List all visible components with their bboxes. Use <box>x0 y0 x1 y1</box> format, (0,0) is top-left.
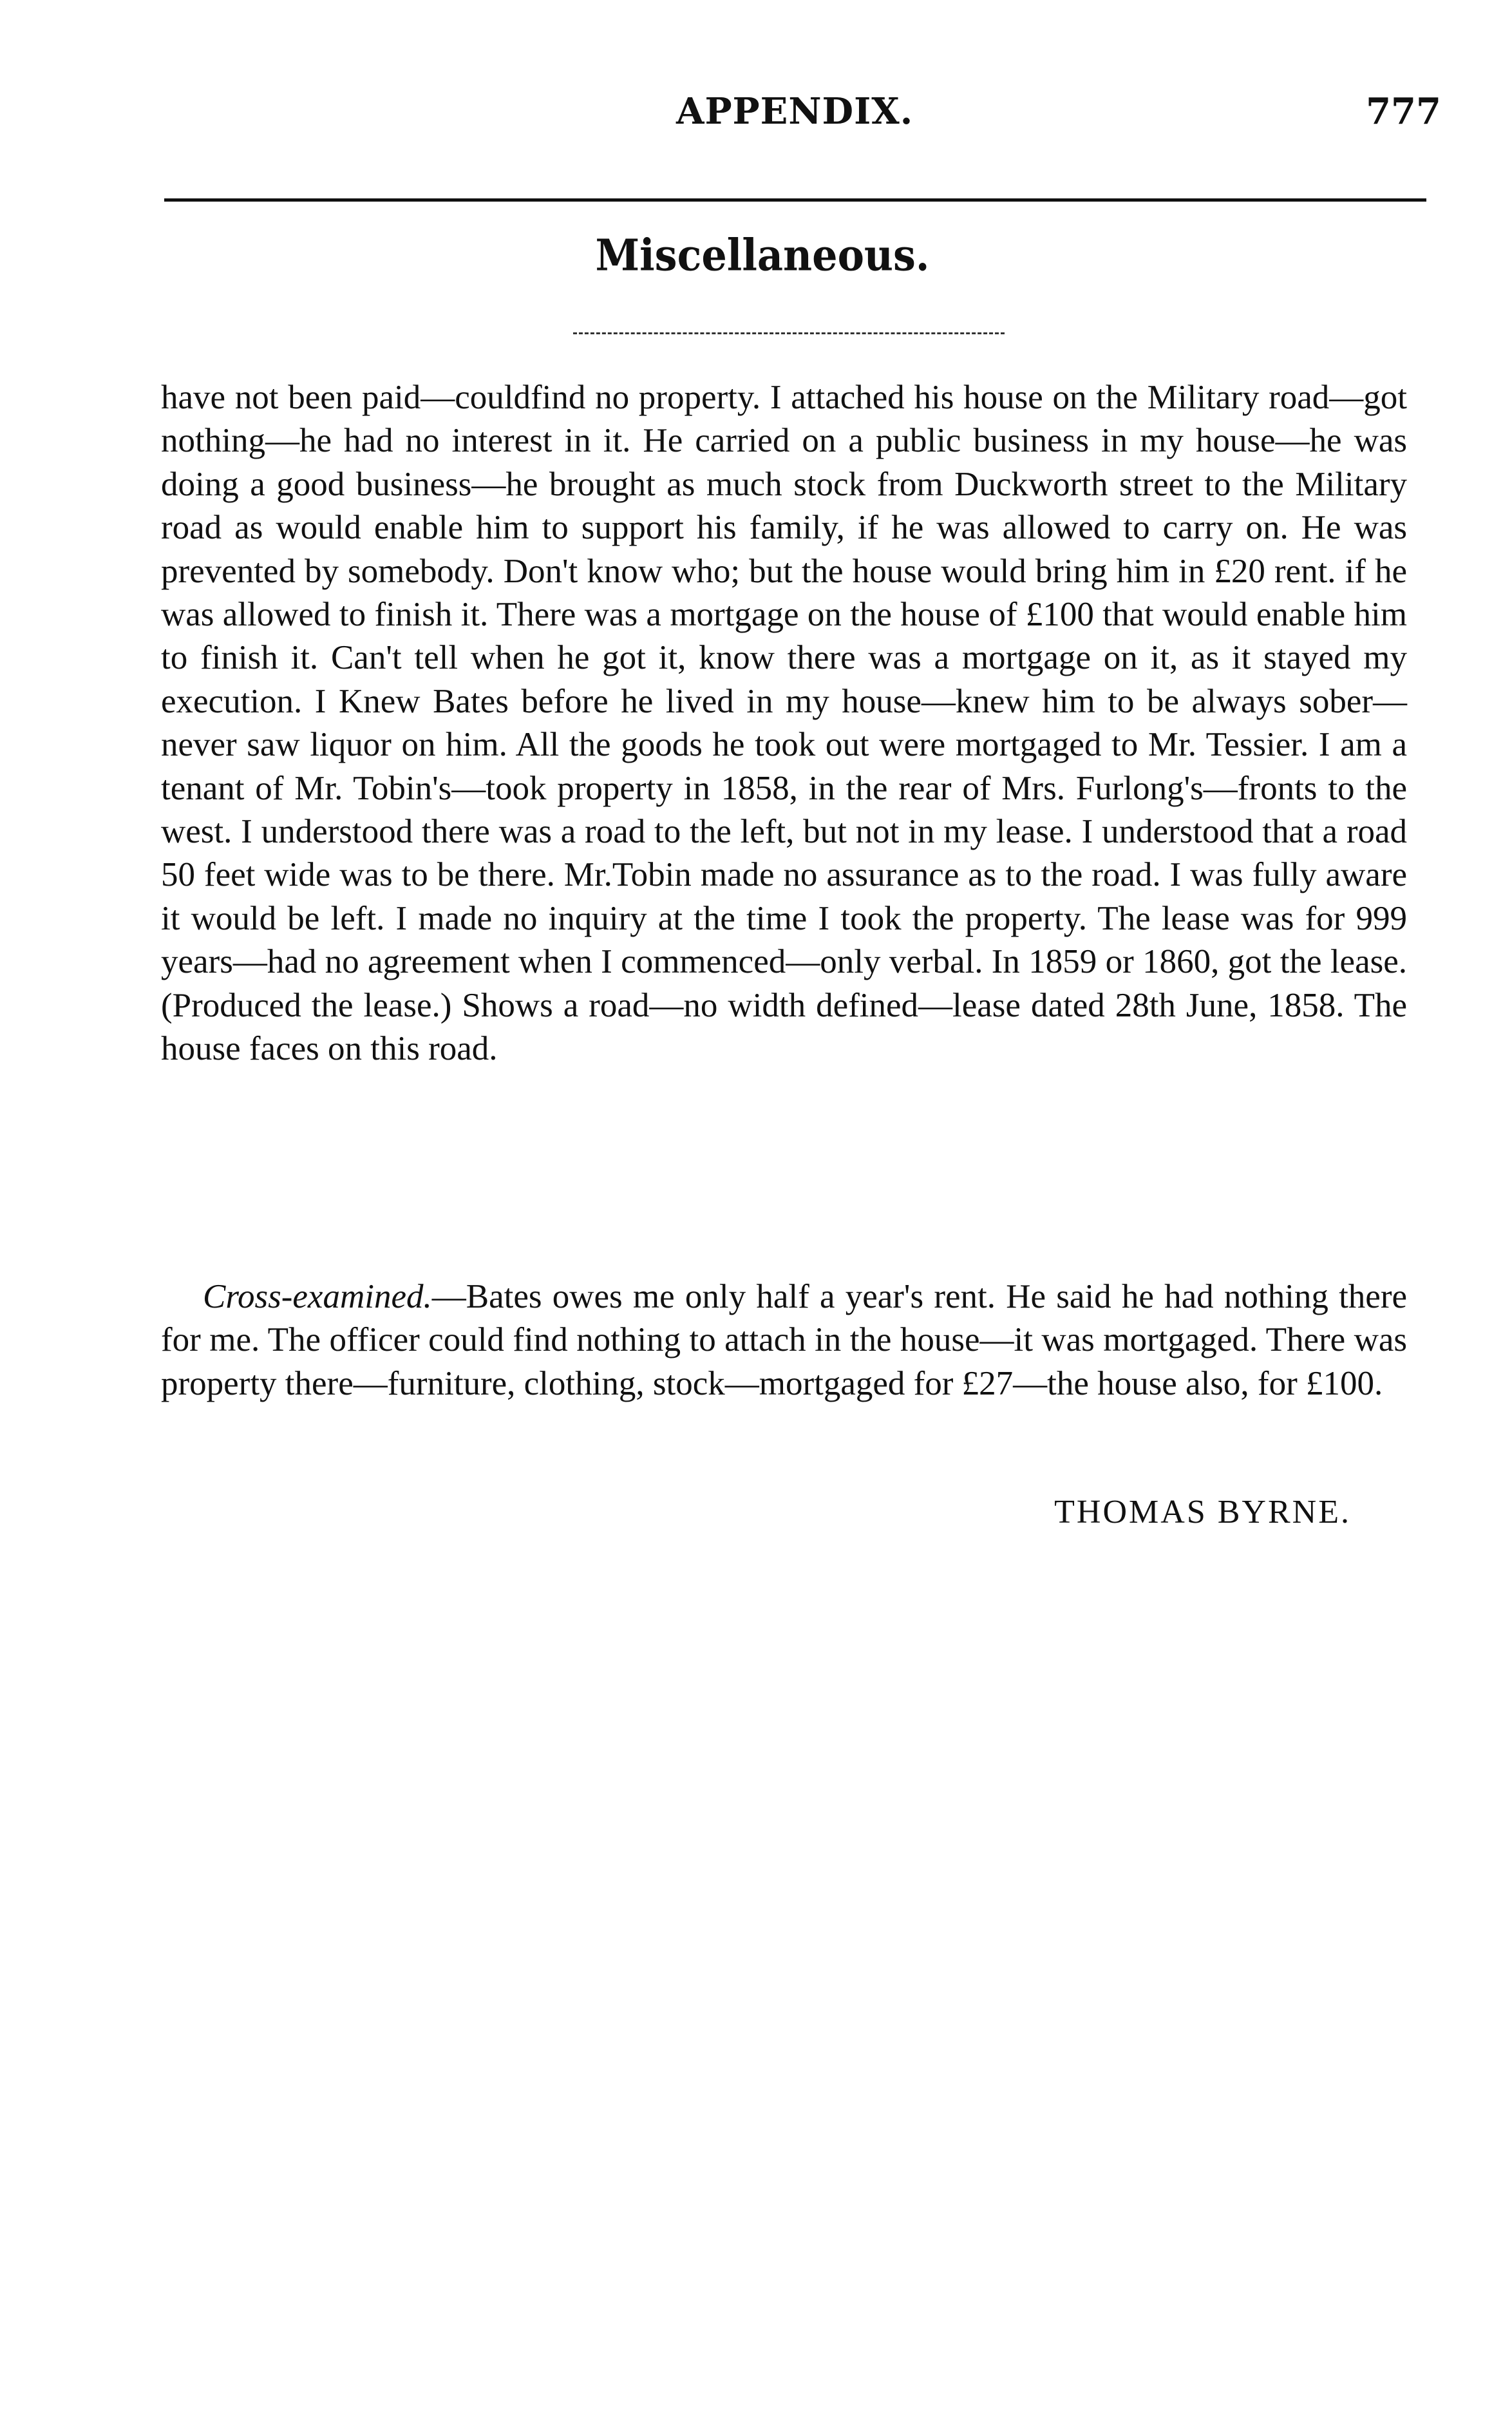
witness-signature: THOMAS BYRNE. <box>1054 1494 1351 1530</box>
testimony-body <box>161 376 1407 1071</box>
cross-examination-body <box>161 1275 1407 1405</box>
section-divider <box>573 332 1005 334</box>
running-head: APPENDIX. <box>676 90 914 133</box>
page-number: 777 <box>1366 90 1441 133</box>
cross-examination-paragraph <box>161 1275 1407 1405</box>
testimony-paragraph: have not been paid—couldfind no property. I attached his house on the Military road—got nothing—he had no interest in it. He carried on a public business in my house—he was doing a good business—he brought as much stock from Duckworth street to the Military road as would enable him to support his family, if he was allowed to carry on. He was prevented by somebody. Don't know who; but the house would bring him in £20 rent. if he was allowed to finish it. There was a mortgage on the house of £100 that would enable him to finish it. Can't tell when he got it, know there was a mortgage on it, as it stayed my execution. I Knew Bates before he lived in my house—knew him to be always sober—never saw liquor on him. All the goods he took out were mortgaged to Mr. Tessier. I am a tenant of Mr. Tobin's—took property in 1858, in the rear of Mrs. Furlong's—fronts to the west. I understood there was a road to the left, but not in my lease. I understood that a road 50 feet wide was to be there. Mr.Tobin made no assurance as to the road. I was fully aware it would be left. I made no inquiry at the time I took the property. The lease was for 999 years—had no agreement when I commenced—only verbal. In 1859 or 1860, got the lease. (Produced the lease.) Shows a road—no width defined—lease dated 28th June, 1858. The house faces on this road. <box>161 379 1407 1068</box>
cross-examination-text: —Bates owes me only half a year's rent. He said he had nothing there for me. The officer could find nothing to attach in the house—it was mortgaged. There was property there—furniture, clothing, stock—mortgaged for £27—the house also, for £100. <box>161 1278 1407 1402</box>
section-title: Miscellaneous. <box>595 230 930 281</box>
header-rule <box>164 198 1426 202</box>
cross-examined-label: Cross-examined. <box>203 1278 432 1315</box>
